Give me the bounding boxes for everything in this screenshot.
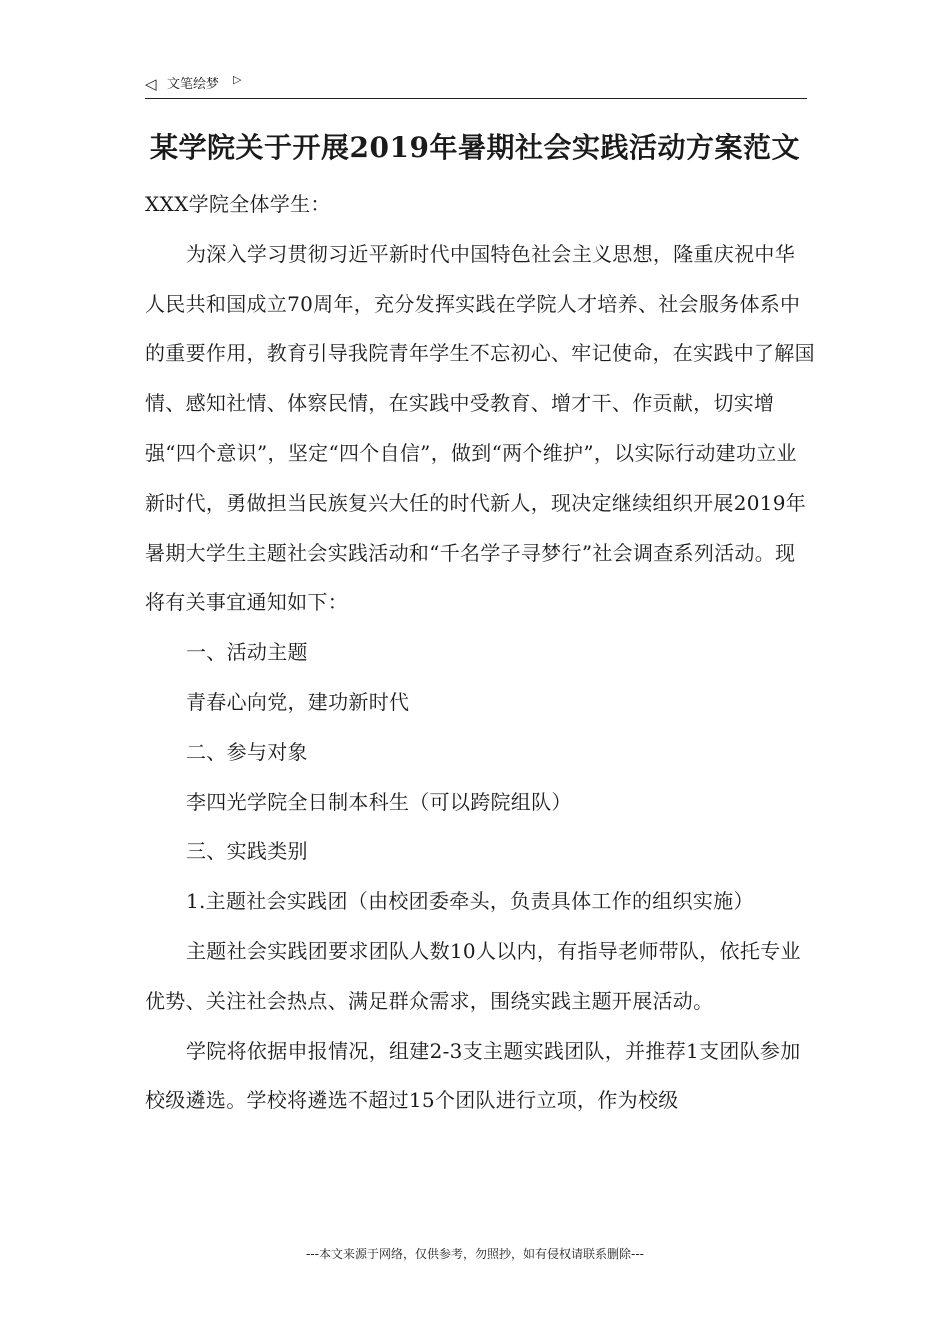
section-heading-theme: 一、活动主题 [186, 640, 308, 665]
category-item-1: 1.主题社会实践团（由校团委牵头，负责具体工作的组织实施） [186, 889, 754, 914]
theme-text: 青春心向党，建功新时代 [186, 689, 410, 714]
header-brand: 文笔绘梦 [167, 77, 220, 92]
salutation: XXX学院全体学生： [145, 192, 331, 216]
footer-disclaimer: ---本文来源于网络，仅供参考，勿照抄，如有侵权请联系删除--- [306, 1247, 644, 1261]
category-1-requirements: 主题社会实践团要求团队人数10人以内，有指导老师带队，依托专业优势、关注社会热点、满足群众需求，围绕实践主题开展活动。 [145, 938, 801, 1013]
document-body [145, 180, 815, 1126]
left-triangle-icon: ◁ [145, 75, 157, 93]
section-heading-participants: 二、参与对象 [186, 739, 308, 764]
document-title: 某学院关于开展2019年暑期社会实践活动方案范文 [150, 131, 800, 164]
page-header [145, 72, 807, 99]
right-triangle-icon: ▷ [233, 73, 242, 86]
category-1-selection: 学院将依据申报情况，组建2-3支主题实践团队，并推荐1支团队参加校级遴选。学校将遴选不超过15个团队进行立项，作为校级 [145, 1038, 801, 1113]
intro-paragraph: 为深入学习贯彻习近平新时代中国特色社会主义思想，隆重庆祝中华人民共和国成立70周年，充分发挥实践在学院人才培养、社会服务体系中的重要作用，教育引导我院青年学生不忘初心、牢记使命，在实践中了解国情、感知社情、体察民情，在实践中受教育、增才干、作贡献，切实增强“四个意识”，坚定“四个自信”，做到“两个维护”，以实际行动建功立业新时代，勇做担当民族复兴大任的时代新人，现决定继续组织开展2019年暑期大学生主题社会实践活动和“千名学子寻梦行”社会调查系列活动。现将有关事宜通知如下： [145, 241, 815, 615]
participants-text: 李四光学院全日制本科生（可以跨院组队） [186, 789, 572, 814]
section-heading-categories: 三、实践类别 [186, 839, 308, 864]
